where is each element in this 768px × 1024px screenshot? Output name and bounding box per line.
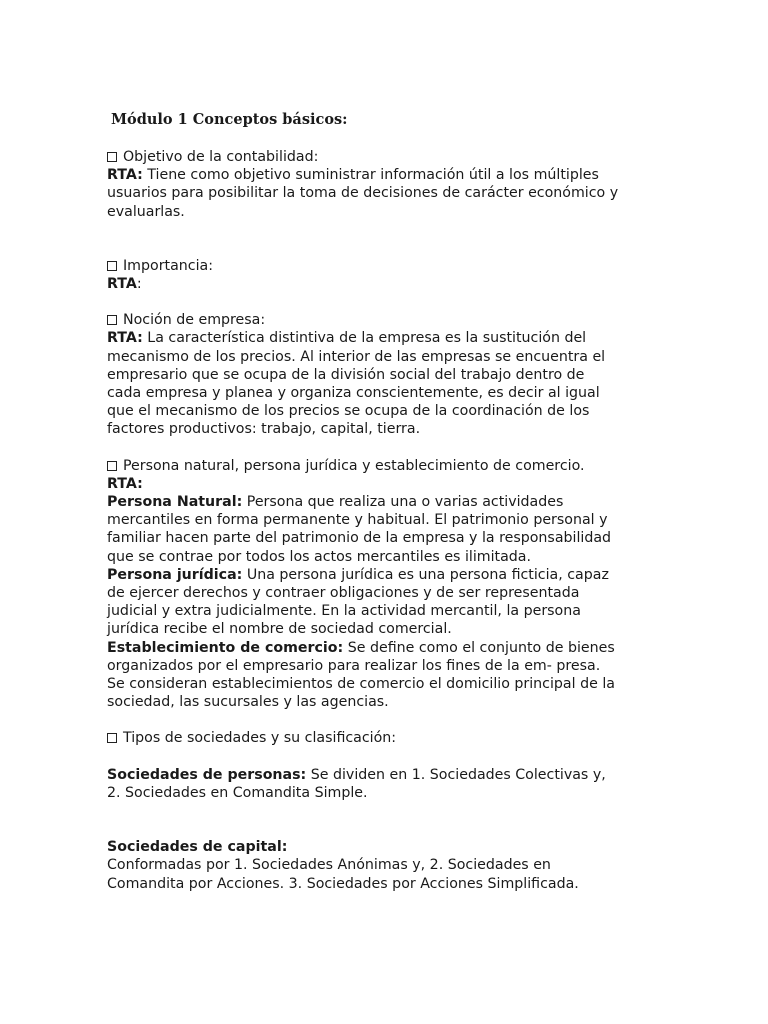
section-objetivo xyxy=(107,148,647,221)
objetivo-line-2: usuarios para posibilitar la toma de decisiones de carácter económico y xyxy=(107,185,619,202)
section-sociedades-personas xyxy=(107,766,647,802)
section-nocion-empresa xyxy=(107,311,647,438)
importancia-heading: Importancia: xyxy=(107,257,647,275)
nocion-line-2: mecanismo de los precios. Al interior de las empresas se encuentra el xyxy=(107,348,606,365)
page-title: Módulo 1 Conceptos básicos: xyxy=(111,111,348,128)
checkbox-bullet-icon xyxy=(107,461,117,471)
rta-label: RTA: xyxy=(107,330,143,347)
capital-heading xyxy=(107,838,647,856)
rta-label: RTA: xyxy=(107,167,143,184)
document-page xyxy=(107,110,647,893)
objetivo-line-1: RTA: Tiene como objetivo suministrar información útil a los múltiples xyxy=(107,167,599,184)
nocion-line-6: factores productivos: trabajo, capital, tierra. xyxy=(107,421,421,438)
natural-line-3: familiar hacen parte del patrimonio de la empresa y la responsabilidad xyxy=(107,530,612,547)
establecimiento-label: Establecimiento de comercio: xyxy=(107,639,344,656)
importancia-answer: RTA: xyxy=(107,276,142,293)
objetivo-line-3: evaluarlas. xyxy=(107,203,185,220)
persona-rta xyxy=(107,475,647,493)
nocion-line-1: RTA: La característica distintiva de la empresa es la sustitución del xyxy=(107,330,587,347)
tipos-heading: Tipos de sociedades y su clasificación: xyxy=(107,729,647,747)
nocion-line-5: que el mecanismo de los precios se ocupa de la coordinación de los xyxy=(107,403,590,420)
juridica-line-3: judicial y extra judicialmente. En la actividad mercantil, la persona xyxy=(107,603,581,620)
capital-line-2: Comandita por Acciones. 3. Sociedades por Acciones Simplificada. xyxy=(107,875,579,892)
checkbox-bullet-icon xyxy=(107,733,117,743)
nocion-line-3: empresario que se ocupa de la división social del trabajo dentro de xyxy=(107,366,585,383)
persona-juridica-label: Persona jurídica: xyxy=(107,566,243,583)
persona-natural-label: Persona Natural: xyxy=(107,494,243,511)
juridica-line-4: jurídica recibe el nombre de sociedad comercial. xyxy=(107,621,452,638)
section-persona xyxy=(107,457,647,712)
section-tipos xyxy=(107,729,647,747)
establecimiento-line-3: Se consideran establecimientos de comercio el domicilio principal de la xyxy=(107,676,615,693)
establecimiento-line-2: organizados por el empresario para realizar los fines de la em- presa. xyxy=(107,657,601,674)
juridica-line-2: de ejercer derechos y contraer obligaciones y de ser representada xyxy=(107,585,580,602)
sociedades-personas-label: Sociedades de personas: xyxy=(107,766,307,783)
checkbox-bullet-icon xyxy=(107,315,117,325)
section-sociedades-capital xyxy=(107,838,647,893)
persona-heading: Persona natural, persona jurídica y establecimiento de comercio. xyxy=(107,457,647,475)
capital-line-1: Conformadas por 1. Sociedades Anónimas y, 2. Sociedades en xyxy=(107,857,551,874)
personas-line-2: 2. Sociedades en Comandita Simple. xyxy=(107,784,368,801)
checkbox-bullet-icon xyxy=(107,261,117,271)
personas-line-1: Sociedades de personas: Se dividen en 1. Sociedades Colectivas y, xyxy=(107,766,606,783)
checkbox-bullet-icon xyxy=(107,152,117,162)
natural-line-2: mercantiles en forma permanente y habitual. El patrimonio personal y xyxy=(107,512,608,529)
natural-line-4: que se contrae por todos los actos mercantiles es ilimitada. xyxy=(107,548,532,565)
natural-line-1: Persona Natural: Persona que realiza una o varias actividades xyxy=(107,494,564,511)
establecimiento-line-1: Establecimiento de comercio: Se define como el conjunto de bienes xyxy=(107,639,615,656)
section-importancia xyxy=(107,257,647,293)
juridica-line-1: Persona jurídica: Una persona jurídica es una persona ficticia, capaz xyxy=(107,566,609,583)
nocion-heading: Noción de empresa: xyxy=(107,311,647,329)
sociedades-capital-label: Sociedades de capital: xyxy=(107,839,288,856)
objetivo-heading: Objetivo de la contabilidad: xyxy=(107,148,647,166)
establecimiento-line-4: sociedad, las sucursales y las agencias. xyxy=(107,694,389,711)
rta-label: RTA xyxy=(107,276,137,293)
rta-label: RTA: xyxy=(107,475,143,492)
nocion-line-4: cada empresa y planea y organiza conscientemente, es decir al igual xyxy=(107,385,600,402)
